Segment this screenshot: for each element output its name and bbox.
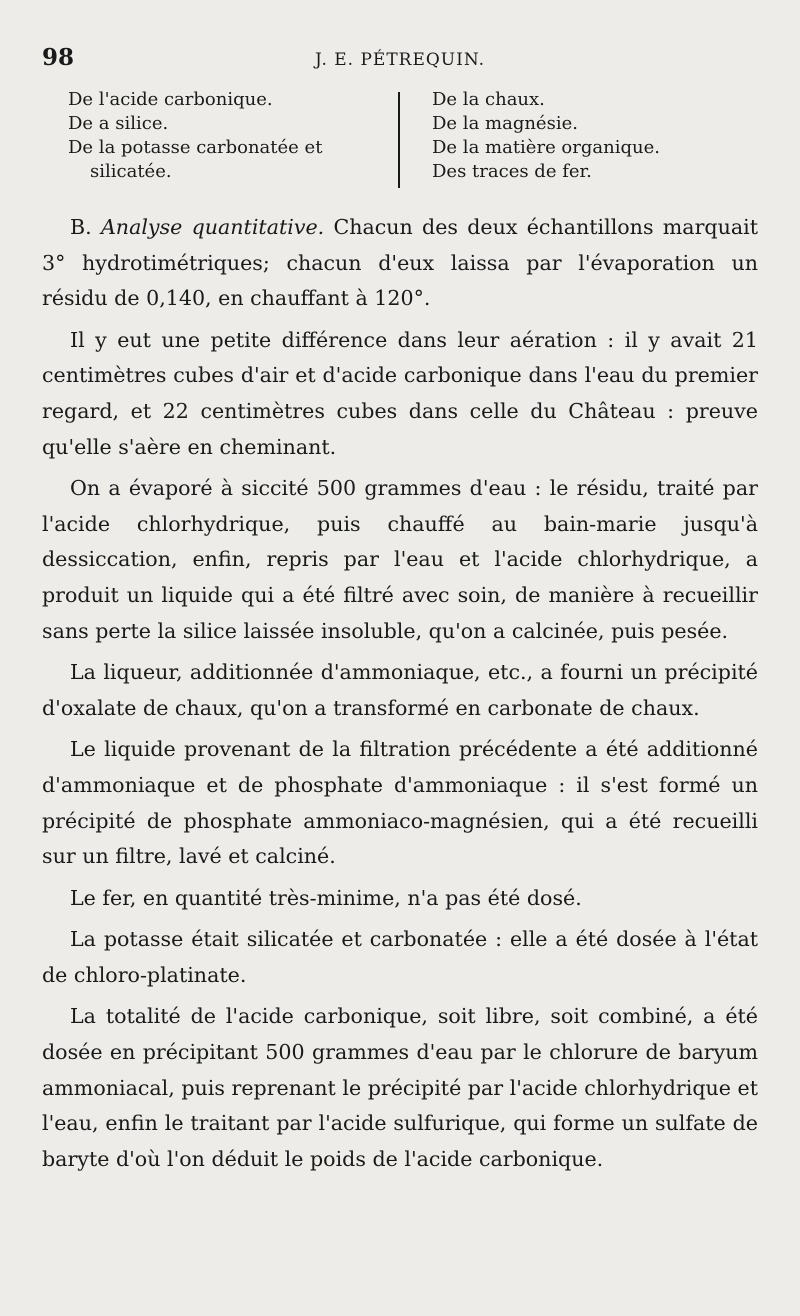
section-intro-paragraph bbox=[42, 210, 758, 317]
section-label: B. bbox=[70, 215, 92, 239]
list-item: Des traces de fer. bbox=[432, 161, 592, 182]
list-item: De l'acide carbonique. bbox=[68, 89, 273, 110]
list-item: De la magnésie. bbox=[432, 113, 578, 134]
paragraph: La liqueur, additionnée d'ammoniaque, etc., a fourni un précipité d'oxalate de chaux, qu'on a transformé en carbonate de chaux. bbox=[42, 660, 758, 720]
constituent-list-right bbox=[432, 88, 772, 184]
paragraph: Il y eut une petite différence dans leur aération : il y avait 21 centimètres cubes d'air et d'acide carbonique dans l'eau du premier regard, et 22 centimètres cubes dans celle du Château : preuve qu'elle s'aère en cheminant. bbox=[42, 327, 758, 459]
section-heading: Analyse quantitative. bbox=[100, 215, 325, 239]
column-divider bbox=[398, 92, 400, 188]
section-intro: Chacun des deux échantillons marquait 3° hydrotimétriques; chacun d'eux laissa par l'évaporation un résidu de 0,140, en chauffant à 120°. bbox=[42, 215, 758, 311]
paragraph: La totalité de l'acide carbonique, soit libre, soit combiné, a été dosée en précipitant 500 grammes d'eau par le chlorure de baryum ammoniacal, puis reprenant le précipité par l'acide chlorhydrique et l'eau, enfin le traitant par l'acide sulfurique, qui forme un sulfate de baryte d'où l'on déduit le poids de l'acide carbonique. bbox=[42, 1004, 758, 1171]
paragraph: Le fer, en quantité très-minime, n'a pas été dosé. bbox=[70, 885, 582, 910]
list-item: De la matière organique. bbox=[432, 137, 660, 158]
page-number: 98 bbox=[42, 44, 75, 71]
body-text bbox=[42, 210, 758, 1177]
constituent-list-left bbox=[68, 88, 388, 184]
running-head: J. E. PÉTREQUIN. bbox=[314, 50, 486, 70]
list-item: De la potasse carbonatée et silicatée. bbox=[68, 137, 323, 182]
paragraph: La potasse était silicatée et carbonatée : elle a été dosée à l'état de chloro-platinate. bbox=[42, 927, 758, 987]
list-item: De a silice. bbox=[68, 113, 169, 134]
paragraph: Le liquide provenant de la filtration précédente a été additionné d'ammoniaque et de phosphate d'ammoniaque : il s'est formé un précipité de phosphate ammoniaco-magnésien, qui a été recueilli sur un filtre, lavé et calciné. bbox=[42, 737, 758, 869]
list-item: De la chaux. bbox=[432, 89, 545, 110]
paragraph: On a évaporé à siccité 500 grammes d'eau : le résidu, traité par l'acide chlorhydrique, puis chauffé au bain-marie jusqu'à dessiccation, enfin, repris par l'eau et l'acide chlorhydrique, a produit un liquide qui a été filtré avec soin, de manière à recueillir sans perte la silice laissée insoluble, qu'on a calcinée, puis pesée. bbox=[42, 476, 758, 643]
